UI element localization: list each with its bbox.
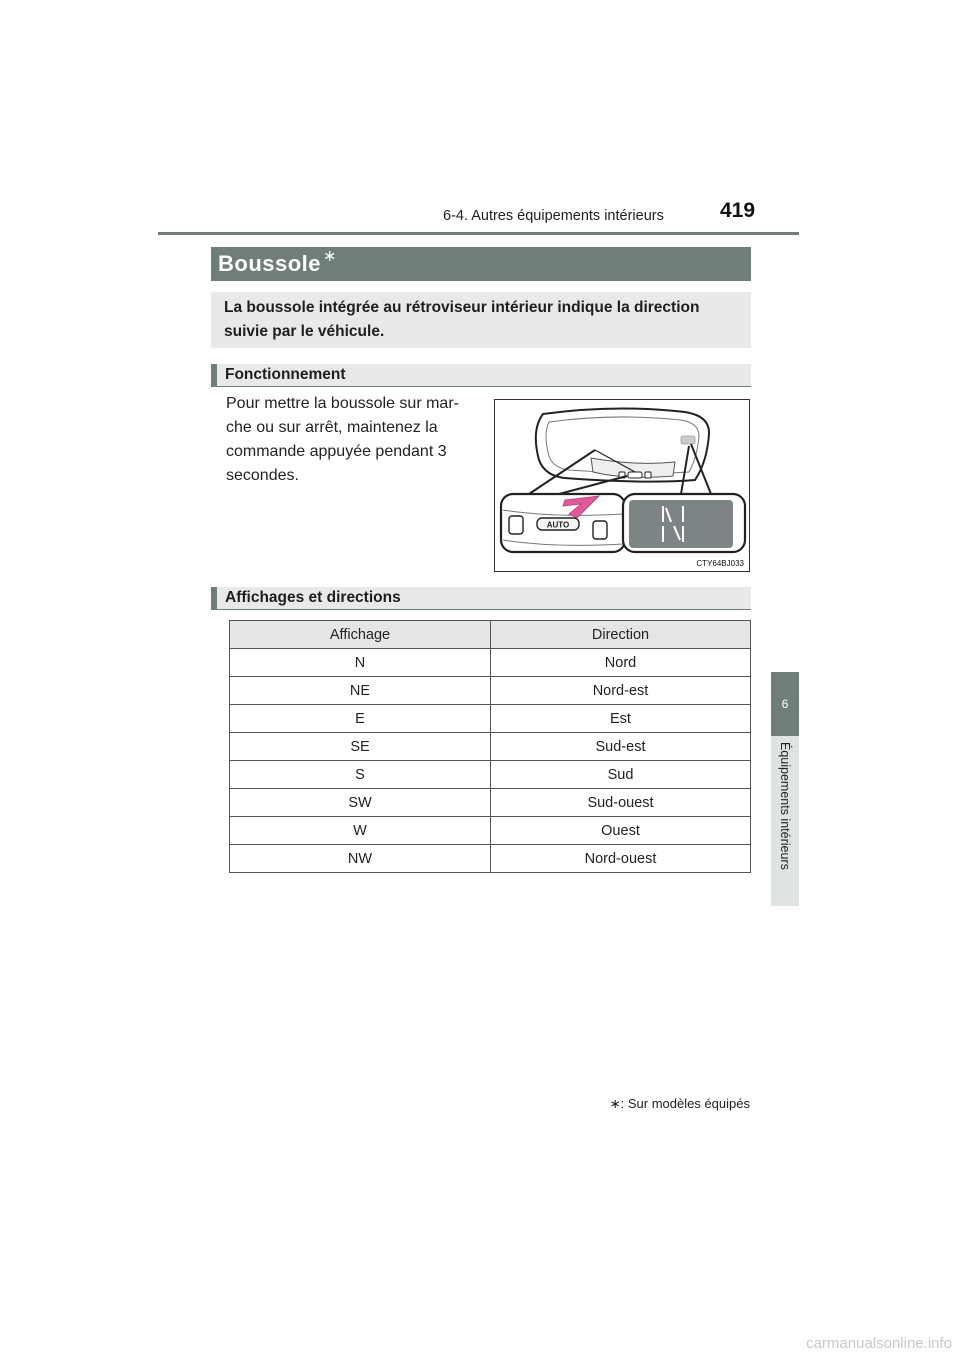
chapter-tab xyxy=(771,672,799,736)
watermark: carmanualsonline.info xyxy=(806,1335,952,1352)
display-cell: S xyxy=(230,761,491,789)
display-cell: NE xyxy=(230,677,491,705)
chapter-title xyxy=(771,742,799,902)
table-row xyxy=(230,677,751,705)
table-row xyxy=(230,789,751,817)
table-header-row xyxy=(230,621,751,649)
page-title: Boussole xyxy=(218,251,322,276)
table-row xyxy=(230,761,751,789)
direction-table xyxy=(229,620,751,873)
table-row xyxy=(230,705,751,733)
operation-body-line: Pour mettre la boussole sur mar- xyxy=(226,395,459,412)
chapter-title-text: Équipements intérieurs xyxy=(778,742,792,870)
subheading-displays-text: Affichages et directions xyxy=(225,589,401,606)
table-row xyxy=(230,733,751,761)
page-number: 419 xyxy=(720,199,756,222)
direction-cell: Nord-est xyxy=(491,677,751,705)
display-cell: N xyxy=(230,649,491,677)
table-row xyxy=(230,817,751,845)
mirror-illustration xyxy=(494,399,750,572)
display-cell: SE xyxy=(230,733,491,761)
subheading-operation xyxy=(211,364,751,387)
figure-code: CTY64BJ033 xyxy=(696,559,744,568)
chapter-number: 6 xyxy=(781,697,789,711)
subheading-operation-text: Fonctionnement xyxy=(225,366,346,383)
display-cell: E xyxy=(230,705,491,733)
operation-body xyxy=(226,392,480,488)
operation-body-line: secondes. xyxy=(226,467,299,484)
equipped-marker: ∗ xyxy=(323,248,337,265)
auto-button-label: AUTO xyxy=(546,520,570,530)
table-row xyxy=(230,845,751,873)
direction-cell: Est xyxy=(491,705,751,733)
direction-cell: Sud-ouest xyxy=(491,789,751,817)
compass-display-small xyxy=(681,436,695,444)
intro-box xyxy=(211,292,751,348)
display-cell: SW xyxy=(230,789,491,817)
header-rule xyxy=(158,232,799,235)
intro-text: La boussole intégrée au rétroviseur intérieur indique la direction suivie par le véhicule. xyxy=(224,299,700,340)
display-cell: W xyxy=(230,817,491,845)
direction-cell: Sud-est xyxy=(491,733,751,761)
column-header: Direction xyxy=(491,621,751,649)
footnote: ∗: Sur modèles équipés xyxy=(609,1096,750,1111)
table-row xyxy=(230,649,751,677)
direction-cell: Sud xyxy=(491,761,751,789)
column-header: Affichage xyxy=(230,621,491,649)
operation-body-line: che ou sur arrêt, maintenez la xyxy=(226,419,438,436)
display-cell: NW xyxy=(230,845,491,873)
section-title-bar xyxy=(211,247,751,281)
compass-display xyxy=(629,500,733,548)
direction-cell: Ouest xyxy=(491,817,751,845)
operation-body-line: commande appuyée pendant 3 xyxy=(226,443,447,460)
direction-cell: Nord-ouest xyxy=(491,845,751,873)
subheading-displays xyxy=(211,587,751,610)
section-title: 6-4. Autres équipements intérieurs xyxy=(443,208,664,224)
mirror-drawing xyxy=(495,400,749,571)
direction-cell: Nord xyxy=(491,649,751,677)
